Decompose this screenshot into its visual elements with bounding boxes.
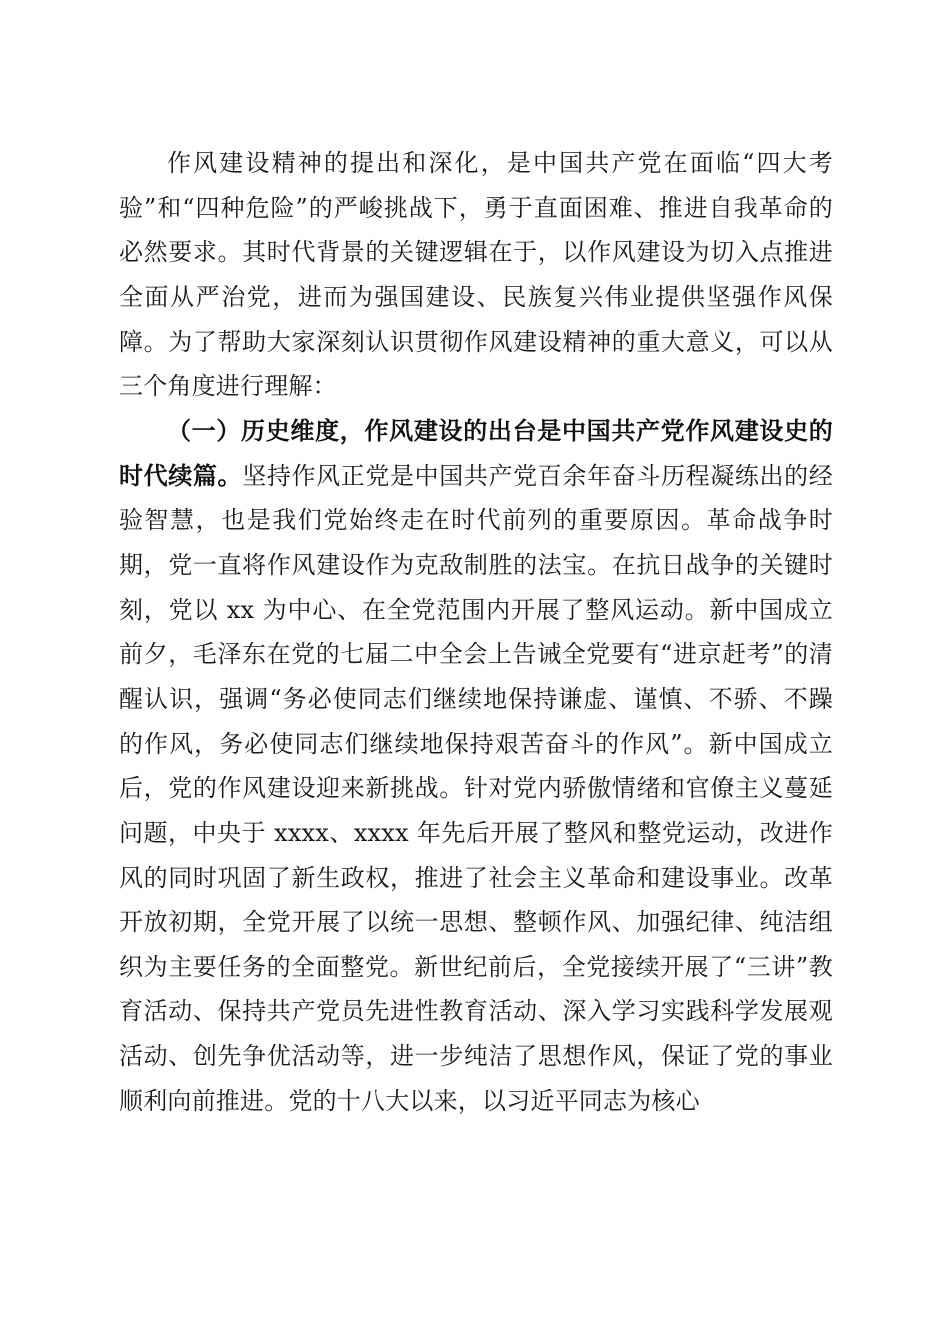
document-body xyxy=(119,141,833,1123)
intro-paragraph-text: 作风建设精神的提出和深化，是中国共产党在面临“四大考验”和“四种危险”的严峻挑战下，勇于直面困难、推进自我革命的必然要求。其时代背景的关键逻辑在于，以作风建设为切入点推进全面从严治党，进而为强国建设、民族复兴伟业提供坚强作风保障。为了帮助大家深刻认识贯彻作风建设精神的重大意义，可以从三个角度进行理解： xyxy=(119,149,833,401)
section-one-heading: （一）历史维度，作风建设的出台是中国共产党作风建设史的时代续篇。 xyxy=(119,416,833,490)
section-one-paragraph xyxy=(119,409,833,1124)
section-one-text: 坚持作风正党是中国共产党百余年奋斗历程凝练出的经验智慧，也是我们党始终走在时代前列的重要原因。革命战争时期，党一直将作风建设作为克敌制胜的法宝。在抗日战争的关键时刻，党以 xx 为中心、在全党范围内开展了整风运动。新中国成立前夕，毛泽东在党的七届二中全会上告诫全党要有“进京赶考”的清醒认识，强调“务必使同志们继续地保持谦虚、谨慎、不骄、不躁的作风，务必使同志们继续地保持艰苦奋斗的作风”。新中国成立后，党的作风建设迎来新挑战。针对党内骄傲情绪和官僚主义蔓延问题，中央于 xxxx、xxxx 年先后开展了整风和整党运动，改进作风的同时巩固了新生政权，推进了社会主义革命和建设事业。改革开放初期，全党开展了以统一思想、整顿作风、加强纪律、纯洁组织为主要任务的全面整党。新世纪前后，全党接续开展了“三讲”教育活动、保持共产党员先进性教育活动、深入学习实践科学发展观活动、创先争优活动等，进一步纯洁了思想作风，保证了党的事业顺利向前推进。党的十八大以来，以习近平同志为核心 xyxy=(119,461,833,1115)
intro-paragraph xyxy=(119,141,833,409)
